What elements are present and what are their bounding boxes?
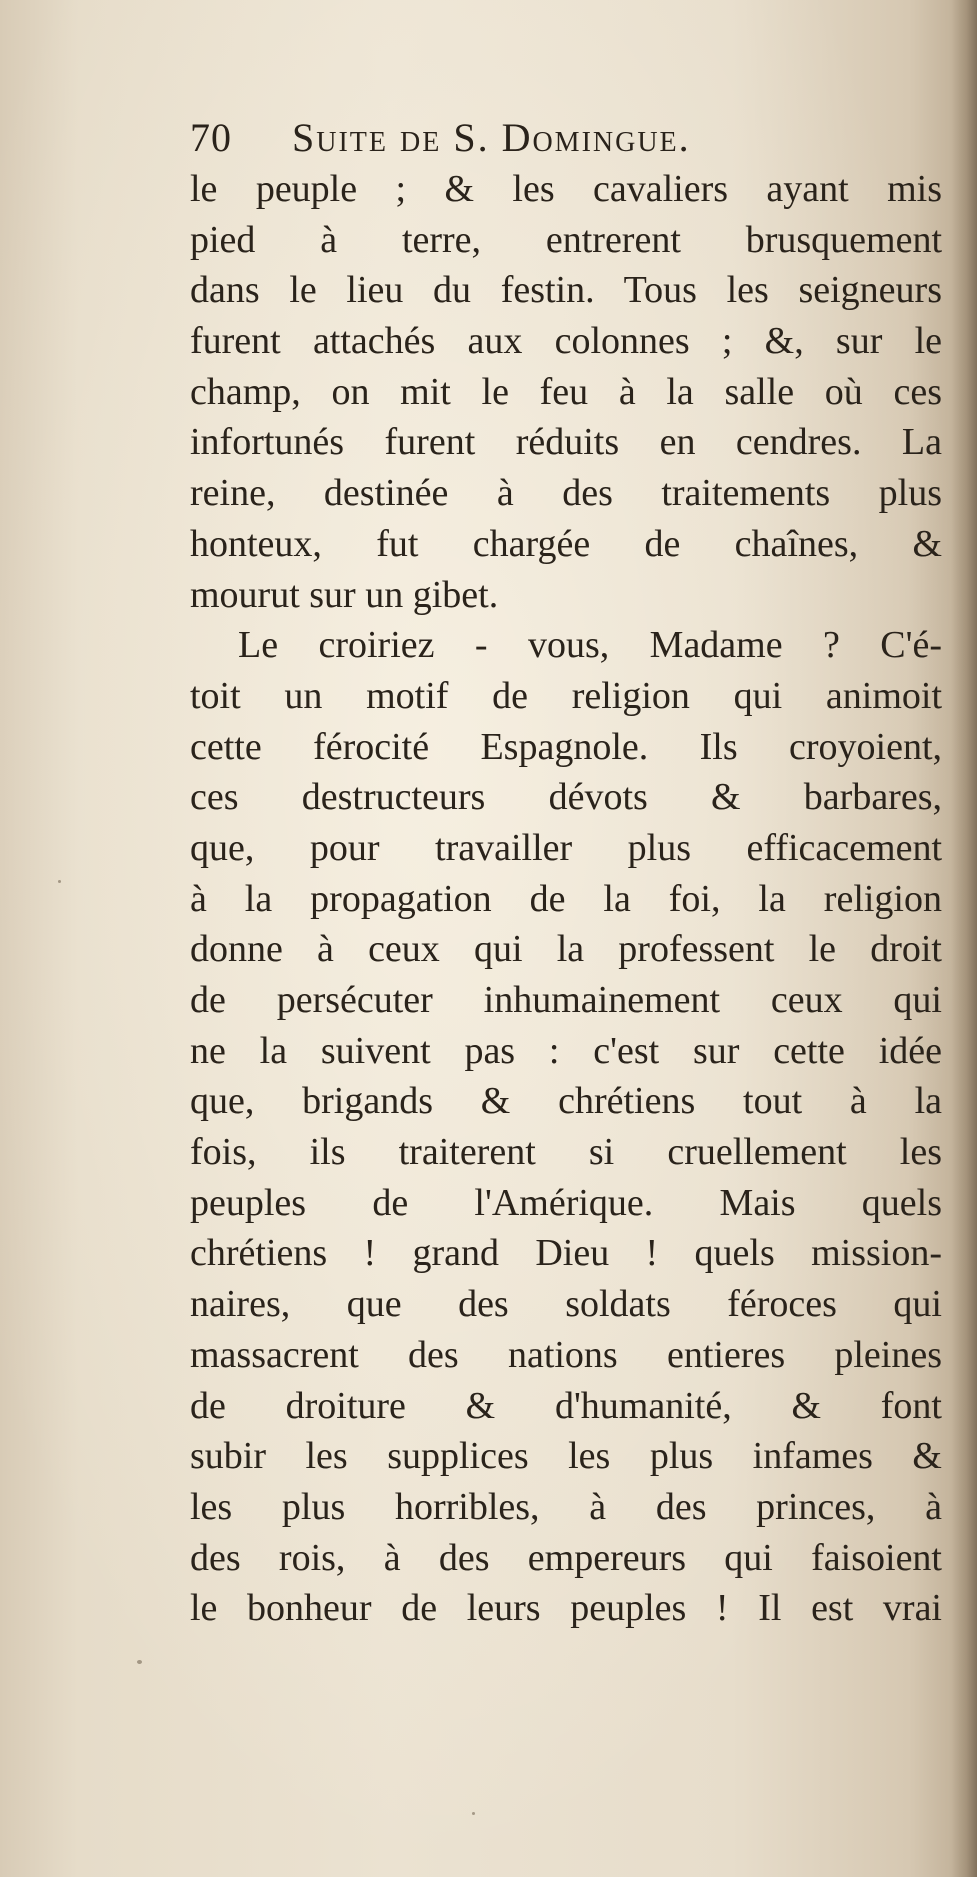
text-line: ces destructeurs dévots & barbares, [190, 776, 942, 819]
text-line: massacrent des nations entieres pleines [190, 1333, 942, 1376]
text-line: que, brigands & chrétiens tout à la [190, 1080, 942, 1123]
text-line: fois, ils traiterent si cruellement les [190, 1131, 942, 1174]
text-line: champ, on mit le feu à la salle où ces [190, 370, 942, 413]
running-head [190, 112, 942, 164]
text-block [190, 112, 942, 1634]
text-line: furent attachés aux colonnes ; &, sur le [190, 320, 942, 363]
text-line: toit un motif de religion qui animoit [190, 674, 942, 717]
text-line: que, pour travailler plus efficacement [190, 826, 942, 869]
running-title: Suite de S. Domingue. [292, 115, 691, 160]
paragraph-start-line: Le croiriez - vous, Madame ? C'é- [238, 624, 942, 667]
text-line: dans le lieu du festin. Tous les seigneurs [190, 269, 942, 312]
text-line: honteux, fut chargée de chaînes, & [190, 522, 942, 565]
text-line: à la propagation de la foi, la religion [190, 877, 942, 920]
paper-speck [137, 1660, 142, 1664]
paper-speck [58, 880, 61, 883]
text-line: les plus horribles, à des princes, à [190, 1485, 942, 1528]
text-line: mourut sur un gibet. [190, 573, 499, 616]
text-line: des rois, à des empereurs qui faisoient [190, 1536, 942, 1579]
text-line: subir les supplices les plus infames & [190, 1435, 942, 1478]
text-line: reine, destinée à des traitements plus [190, 472, 942, 515]
text-line: le peuple ; & les cavaliers ayant mis [190, 168, 942, 210]
page-number: 70 [190, 115, 232, 160]
text-line: ne la suivent pas : c'est sur cette idée [190, 1029, 942, 1072]
text-line: cette férocité Espagnole. Ils croyoient, [190, 725, 942, 768]
page-edge-shadow [951, 0, 977, 1877]
text-line: peuples de l'Amérique. Mais quels [190, 1181, 942, 1224]
text-line: le bonheur de leurs peuples ! Il est vrai [190, 1587, 942, 1630]
text-line: naires, que des soldats féroces qui [190, 1283, 942, 1326]
text-line: pied à terre, entrerent brusquement [190, 218, 942, 261]
text-line: chrétiens ! grand Dieu ! quels mission- [190, 1232, 942, 1275]
text-line: infortunés furent réduits en cendres. La [190, 421, 942, 464]
text-line: donne à ceux qui la professent le droit [190, 928, 942, 971]
paper-speck [472, 1812, 475, 1815]
text-line: de droiture & d'humanité, & font [190, 1384, 942, 1427]
text-line: de persécuter inhumainement ceux qui [190, 979, 942, 1021]
